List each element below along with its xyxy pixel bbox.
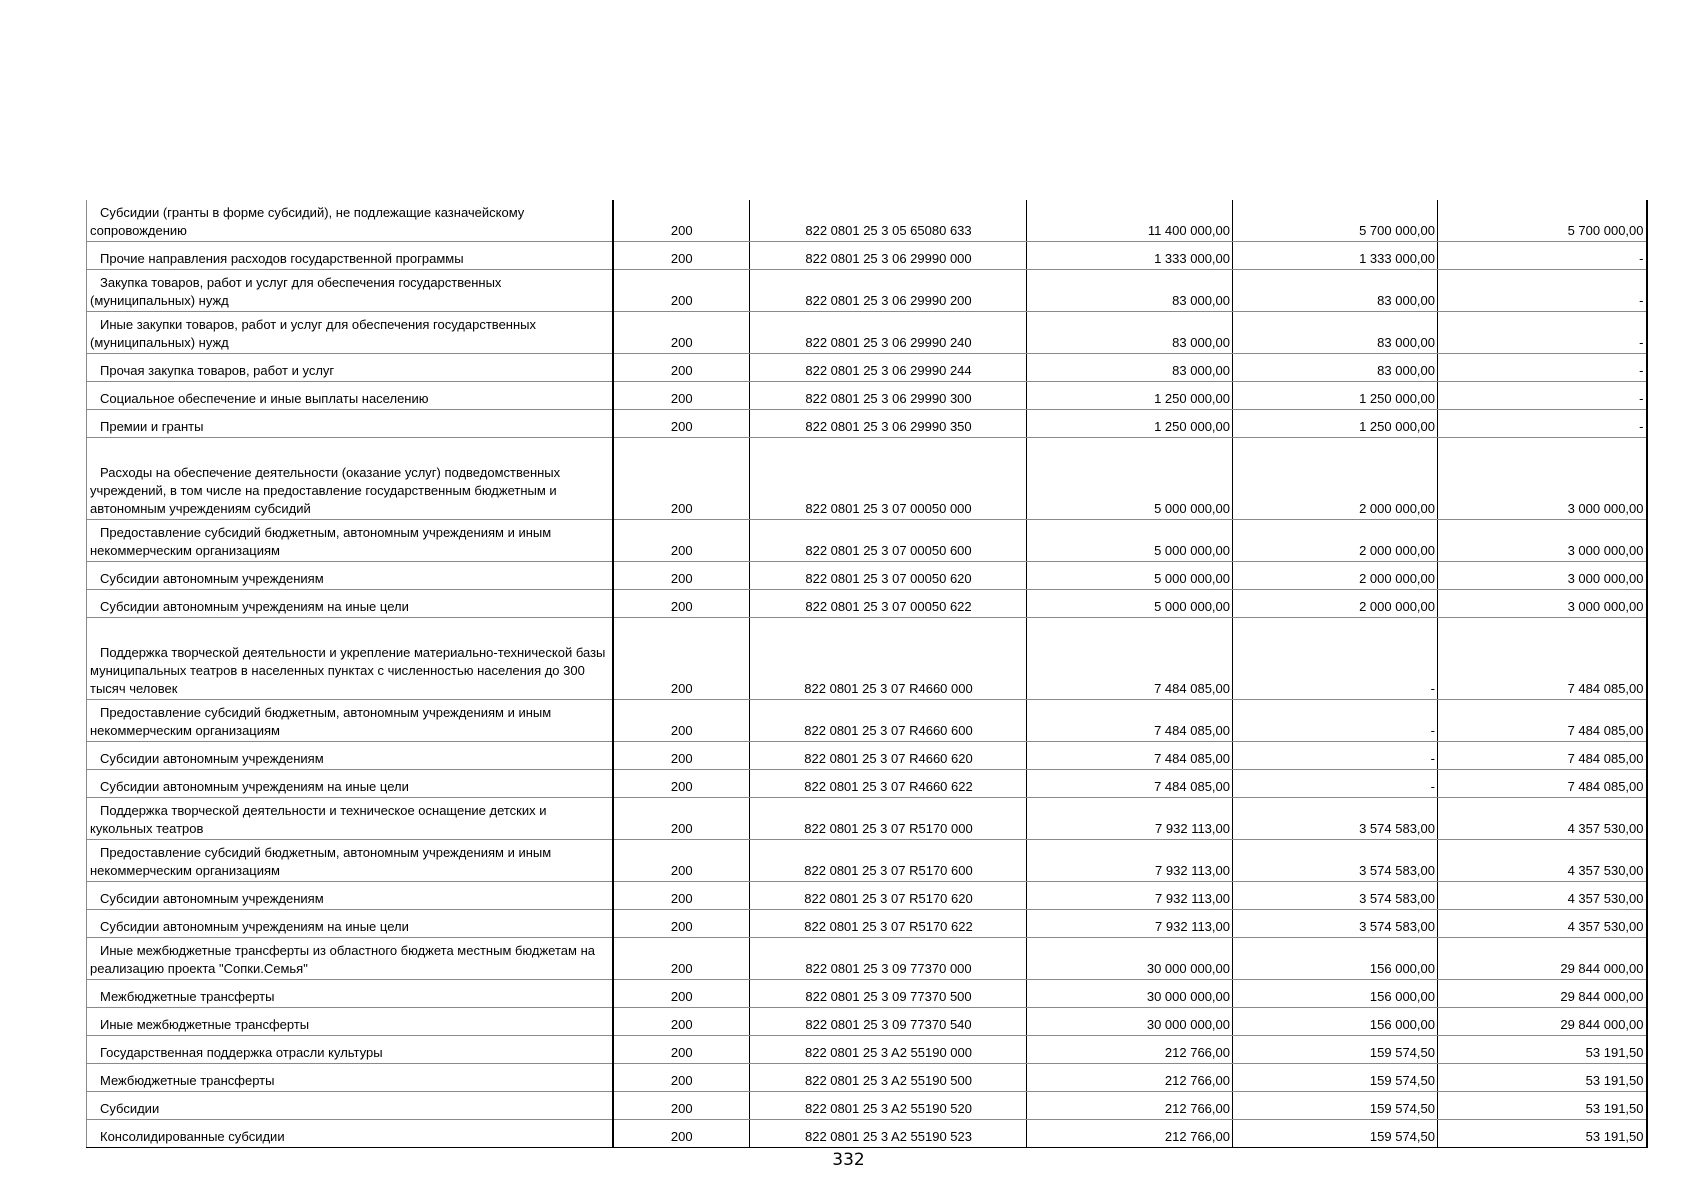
row-name-cell: Иные межбюджетные трансферты bbox=[87, 1008, 613, 1036]
row-executed-amount-cell: 156 000,00 bbox=[1233, 980, 1438, 1008]
row-approved-amount-cell: 7 932 113,00 bbox=[1027, 882, 1233, 910]
row-line-code-cell: 200 bbox=[613, 840, 750, 882]
row-executed-amount-cell: 5 700 000,00 bbox=[1233, 200, 1438, 242]
table-row bbox=[87, 410, 1647, 438]
row-line-code-cell: 200 bbox=[613, 882, 750, 910]
row-budget-code-cell: 822 0801 25 3 07 00050 620 bbox=[750, 562, 1027, 590]
row-executed-amount-cell: 3 574 583,00 bbox=[1233, 798, 1438, 840]
table-row bbox=[87, 910, 1647, 938]
row-unexecuted-amount-cell: 5 700 000,00 bbox=[1438, 200, 1647, 242]
table-row bbox=[87, 882, 1647, 910]
row-name-cell: Иные межбюджетные трансферты из областного бюджета местным бюджетам на реализацию проекта "Сопки.Семья" bbox=[87, 938, 613, 980]
table-row bbox=[87, 200, 1647, 242]
row-unexecuted-amount-cell: 3 000 000,00 bbox=[1438, 562, 1647, 590]
row-line-code-cell: 200 bbox=[613, 438, 750, 520]
table-row bbox=[87, 1120, 1647, 1148]
row-approved-amount-cell: 5 000 000,00 bbox=[1027, 438, 1233, 520]
row-budget-code-cell: 822 0801 25 3 07 R5170 000 bbox=[750, 798, 1027, 840]
row-line-code-cell: 200 bbox=[613, 270, 750, 312]
row-unexecuted-amount-cell: 3 000 000,00 bbox=[1438, 590, 1647, 618]
row-budget-code-cell: 822 0801 25 3 07 00050 600 bbox=[750, 520, 1027, 562]
row-executed-amount-cell: 2 000 000,00 bbox=[1233, 562, 1438, 590]
row-executed-amount-cell: 3 574 583,00 bbox=[1233, 882, 1438, 910]
row-line-code-cell: 200 bbox=[613, 242, 750, 270]
row-executed-amount-cell: - bbox=[1233, 770, 1438, 798]
row-name-cell: Межбюджетные трансферты bbox=[87, 980, 613, 1008]
table-row bbox=[87, 312, 1647, 354]
table-row bbox=[87, 798, 1647, 840]
row-line-code-cell: 200 bbox=[613, 562, 750, 590]
row-approved-amount-cell: 7 484 085,00 bbox=[1027, 742, 1233, 770]
row-approved-amount-cell: 83 000,00 bbox=[1027, 354, 1233, 382]
row-approved-amount-cell: 212 766,00 bbox=[1027, 1064, 1233, 1092]
row-name-cell: Субсидии автономным учреждениям bbox=[87, 742, 613, 770]
row-approved-amount-cell: 11 400 000,00 bbox=[1027, 200, 1233, 242]
row-budget-code-cell: 822 0801 25 3 07 00050 000 bbox=[750, 438, 1027, 520]
row-name-cell: Социальное обеспечение и иные выплаты населению bbox=[87, 382, 613, 410]
row-approved-amount-cell: 7 932 113,00 bbox=[1027, 798, 1233, 840]
row-unexecuted-amount-cell: 53 191,50 bbox=[1438, 1120, 1647, 1148]
row-unexecuted-amount-cell: 7 484 085,00 bbox=[1438, 742, 1647, 770]
row-name-cell: Прочая закупка товаров, работ и услуг bbox=[87, 354, 613, 382]
table-row bbox=[87, 562, 1647, 590]
row-executed-amount-cell: 3 574 583,00 bbox=[1233, 840, 1438, 882]
row-unexecuted-amount-cell: - bbox=[1438, 410, 1647, 438]
row-name-cell: Иные закупки товаров, работ и услуг для обеспечения государственных (муниципальных) нужд bbox=[87, 312, 613, 354]
row-executed-amount-cell: - bbox=[1233, 742, 1438, 770]
table-row bbox=[87, 270, 1647, 312]
row-approved-amount-cell: 5 000 000,00 bbox=[1027, 520, 1233, 562]
row-executed-amount-cell: 2 000 000,00 bbox=[1233, 590, 1438, 618]
row-budget-code-cell: 822 0801 25 3 07 R5170 620 bbox=[750, 882, 1027, 910]
row-unexecuted-amount-cell: - bbox=[1438, 354, 1647, 382]
row-budget-code-cell: 822 0801 25 3 06 29990 240 bbox=[750, 312, 1027, 354]
row-unexecuted-amount-cell: 29 844 000,00 bbox=[1438, 1008, 1647, 1036]
row-name-cell: Субсидии автономным учреждениям на иные цели bbox=[87, 590, 613, 618]
row-line-code-cell: 200 bbox=[613, 200, 750, 242]
row-budget-code-cell: 822 0801 25 3 06 29990 200 bbox=[750, 270, 1027, 312]
table-row bbox=[87, 1036, 1647, 1064]
row-line-code-cell: 200 bbox=[613, 910, 750, 938]
row-line-code-cell: 200 bbox=[613, 618, 750, 700]
row-name-cell: Закупка товаров, работ и услуг для обеспечения государственных (муниципальных) нужд bbox=[87, 270, 613, 312]
row-executed-amount-cell: 1 333 000,00 bbox=[1233, 242, 1438, 270]
row-budget-code-cell: 822 0801 25 3 07 R4660 622 bbox=[750, 770, 1027, 798]
table-row bbox=[87, 590, 1647, 618]
page-number: 332 bbox=[832, 1150, 865, 1170]
row-budget-code-cell: 822 0801 25 3 07 R5170 622 bbox=[750, 910, 1027, 938]
budget-execution-table bbox=[86, 200, 1648, 1148]
row-approved-amount-cell: 212 766,00 bbox=[1027, 1120, 1233, 1148]
row-line-code-cell: 200 bbox=[613, 382, 750, 410]
row-unexecuted-amount-cell: - bbox=[1438, 382, 1647, 410]
row-unexecuted-amount-cell: 3 000 000,00 bbox=[1438, 438, 1647, 520]
row-line-code-cell: 200 bbox=[613, 1064, 750, 1092]
row-executed-amount-cell: 159 574,50 bbox=[1233, 1120, 1438, 1148]
row-line-code-cell: 200 bbox=[613, 980, 750, 1008]
row-budget-code-cell: 822 0801 25 3 09 77370 000 bbox=[750, 938, 1027, 980]
row-line-code-cell: 200 bbox=[613, 798, 750, 840]
row-budget-code-cell: 822 0801 25 3 06 29990 300 bbox=[750, 382, 1027, 410]
row-executed-amount-cell: 3 574 583,00 bbox=[1233, 910, 1438, 938]
row-name-cell: Субсидии автономным учреждениям bbox=[87, 562, 613, 590]
row-budget-code-cell: 822 0801 25 3 07 R4660 600 bbox=[750, 700, 1027, 742]
row-unexecuted-amount-cell: - bbox=[1438, 242, 1647, 270]
row-unexecuted-amount-cell: - bbox=[1438, 270, 1647, 312]
row-executed-amount-cell: 83 000,00 bbox=[1233, 354, 1438, 382]
row-executed-amount-cell: 2 000 000,00 bbox=[1233, 520, 1438, 562]
row-approved-amount-cell: 7 484 085,00 bbox=[1027, 618, 1233, 700]
row-name-cell: Предоставление субсидий бюджетным, автономным учреждениям и иным некоммерческим организациям bbox=[87, 700, 613, 742]
table-row bbox=[87, 770, 1647, 798]
table-row bbox=[87, 840, 1647, 882]
row-unexecuted-amount-cell: 7 484 085,00 bbox=[1438, 770, 1647, 798]
row-executed-amount-cell: 159 574,50 bbox=[1233, 1092, 1438, 1120]
row-unexecuted-amount-cell: 53 191,50 bbox=[1438, 1064, 1647, 1092]
row-budget-code-cell: 822 0801 25 3 07 R5170 600 bbox=[750, 840, 1027, 882]
row-name-cell: Субсидии (гранты в форме субсидий), не подлежащие казначейскому сопровождению bbox=[87, 200, 613, 242]
row-approved-amount-cell: 1 250 000,00 bbox=[1027, 382, 1233, 410]
row-executed-amount-cell: 83 000,00 bbox=[1233, 312, 1438, 354]
row-executed-amount-cell: 156 000,00 bbox=[1233, 938, 1438, 980]
row-approved-amount-cell: 5 000 000,00 bbox=[1027, 590, 1233, 618]
row-line-code-cell: 200 bbox=[613, 354, 750, 382]
budget-report-sheet bbox=[86, 200, 1646, 1148]
row-approved-amount-cell: 30 000 000,00 bbox=[1027, 938, 1233, 980]
row-approved-amount-cell: 1 333 000,00 bbox=[1027, 242, 1233, 270]
row-approved-amount-cell: 212 766,00 bbox=[1027, 1092, 1233, 1120]
table-row bbox=[87, 938, 1647, 980]
row-name-cell: Предоставление субсидий бюджетным, автономным учреждениям и иным некоммерческим организациям bbox=[87, 840, 613, 882]
row-executed-amount-cell: 83 000,00 bbox=[1233, 270, 1438, 312]
row-name-cell: Премии и гранты bbox=[87, 410, 613, 438]
row-approved-amount-cell: 30 000 000,00 bbox=[1027, 1008, 1233, 1036]
table-row bbox=[87, 1092, 1647, 1120]
table-row bbox=[87, 354, 1647, 382]
row-unexecuted-amount-cell: 4 357 530,00 bbox=[1438, 798, 1647, 840]
row-name-cell: Субсидии автономным учреждениям на иные цели bbox=[87, 770, 613, 798]
row-unexecuted-amount-cell: 4 357 530,00 bbox=[1438, 840, 1647, 882]
table-row bbox=[87, 520, 1647, 562]
row-unexecuted-amount-cell: - bbox=[1438, 312, 1647, 354]
row-budget-code-cell: 822 0801 25 3 06 29990 350 bbox=[750, 410, 1027, 438]
row-unexecuted-amount-cell: 4 357 530,00 bbox=[1438, 910, 1647, 938]
row-unexecuted-amount-cell: 29 844 000,00 bbox=[1438, 938, 1647, 980]
row-approved-amount-cell: 5 000 000,00 bbox=[1027, 562, 1233, 590]
row-line-code-cell: 200 bbox=[613, 590, 750, 618]
row-name-cell: Субсидии автономным учреждениям bbox=[87, 882, 613, 910]
row-line-code-cell: 200 bbox=[613, 410, 750, 438]
row-unexecuted-amount-cell: 53 191,50 bbox=[1438, 1036, 1647, 1064]
row-unexecuted-amount-cell: 7 484 085,00 bbox=[1438, 700, 1647, 742]
table-row bbox=[87, 700, 1647, 742]
row-line-code-cell: 200 bbox=[613, 742, 750, 770]
row-executed-amount-cell: 1 250 000,00 bbox=[1233, 382, 1438, 410]
row-name-cell: Поддержка творческой деятельности и укрепление материально-технической базы муниципальных театров в населенных пунктах с численностью населения до 300 тысяч человек bbox=[87, 618, 613, 700]
row-name-cell: Субсидии bbox=[87, 1092, 613, 1120]
row-line-code-cell: 200 bbox=[613, 1036, 750, 1064]
row-budget-code-cell: 822 0801 25 3 09 77370 500 bbox=[750, 980, 1027, 1008]
row-line-code-cell: 200 bbox=[613, 312, 750, 354]
table-row bbox=[87, 1064, 1647, 1092]
row-line-code-cell: 200 bbox=[613, 1120, 750, 1148]
row-executed-amount-cell: 159 574,50 bbox=[1233, 1064, 1438, 1092]
table-row bbox=[87, 980, 1647, 1008]
row-line-code-cell: 200 bbox=[613, 520, 750, 562]
row-line-code-cell: 200 bbox=[613, 770, 750, 798]
row-budget-code-cell: 822 0801 25 3 07 R4660 000 bbox=[750, 618, 1027, 700]
row-name-cell: Предоставление субсидий бюджетным, автономным учреждениям и иным некоммерческим организациям bbox=[87, 520, 613, 562]
row-approved-amount-cell: 7 932 113,00 bbox=[1027, 910, 1233, 938]
row-name-cell: Поддержка творческой деятельности и техническое оснащение детских и кукольных театров bbox=[87, 798, 613, 840]
row-unexecuted-amount-cell: 29 844 000,00 bbox=[1438, 980, 1647, 1008]
row-budget-code-cell: 822 0801 25 3 05 65080 633 bbox=[750, 200, 1027, 242]
row-line-code-cell: 200 bbox=[613, 938, 750, 980]
row-executed-amount-cell: 159 574,50 bbox=[1233, 1036, 1438, 1064]
row-approved-amount-cell: 7 484 085,00 bbox=[1027, 700, 1233, 742]
row-executed-amount-cell: - bbox=[1233, 700, 1438, 742]
row-unexecuted-amount-cell: 53 191,50 bbox=[1438, 1092, 1647, 1120]
table-row bbox=[87, 382, 1647, 410]
row-unexecuted-amount-cell: 4 357 530,00 bbox=[1438, 882, 1647, 910]
row-budget-code-cell: 822 0801 25 3 07 R4660 620 bbox=[750, 742, 1027, 770]
row-budget-code-cell: 822 0801 25 3 A2 55190 500 bbox=[750, 1064, 1027, 1092]
row-line-code-cell: 200 bbox=[613, 1092, 750, 1120]
row-budget-code-cell: 822 0801 25 3 A2 55190 523 bbox=[750, 1120, 1027, 1148]
row-name-cell: Государственная поддержка отрасли культуры bbox=[87, 1036, 613, 1064]
row-approved-amount-cell: 7 932 113,00 bbox=[1027, 840, 1233, 882]
row-name-cell: Расходы на обеспечение деятельности (оказание услуг) подведомственных учреждений, в том числе на предоставление государственным бюджетным и автономным учреждениям субсидий bbox=[87, 438, 613, 520]
row-budget-code-cell: 822 0801 25 3 06 29990 244 bbox=[750, 354, 1027, 382]
table-row bbox=[87, 1008, 1647, 1036]
table-row bbox=[87, 242, 1647, 270]
row-executed-amount-cell: 156 000,00 bbox=[1233, 1008, 1438, 1036]
row-line-code-cell: 200 bbox=[613, 700, 750, 742]
row-budget-code-cell: 822 0801 25 3 09 77370 540 bbox=[750, 1008, 1027, 1036]
row-approved-amount-cell: 83 000,00 bbox=[1027, 270, 1233, 312]
row-approved-amount-cell: 1 250 000,00 bbox=[1027, 410, 1233, 438]
row-name-cell: Прочие направления расходов государственной программы bbox=[87, 242, 613, 270]
table-row bbox=[87, 438, 1647, 520]
row-name-cell: Межбюджетные трансферты bbox=[87, 1064, 613, 1092]
row-unexecuted-amount-cell: 3 000 000,00 bbox=[1438, 520, 1647, 562]
row-executed-amount-cell: 2 000 000,00 bbox=[1233, 438, 1438, 520]
row-approved-amount-cell: 83 000,00 bbox=[1027, 312, 1233, 354]
row-approved-amount-cell: 30 000 000,00 bbox=[1027, 980, 1233, 1008]
row-budget-code-cell: 822 0801 25 3 A2 55190 520 bbox=[750, 1092, 1027, 1120]
row-executed-amount-cell: 1 250 000,00 bbox=[1233, 410, 1438, 438]
table-row bbox=[87, 742, 1647, 770]
row-line-code-cell: 200 bbox=[613, 1008, 750, 1036]
row-budget-code-cell: 822 0801 25 3 A2 55190 000 bbox=[750, 1036, 1027, 1064]
row-name-cell: Консолидированные субсидии bbox=[87, 1120, 613, 1148]
row-approved-amount-cell: 7 484 085,00 bbox=[1027, 770, 1233, 798]
row-executed-amount-cell: - bbox=[1233, 618, 1438, 700]
row-name-cell: Субсидии автономным учреждениям на иные цели bbox=[87, 910, 613, 938]
row-unexecuted-amount-cell: 7 484 085,00 bbox=[1438, 618, 1647, 700]
row-approved-amount-cell: 212 766,00 bbox=[1027, 1036, 1233, 1064]
row-budget-code-cell: 822 0801 25 3 07 00050 622 bbox=[750, 590, 1027, 618]
table-row bbox=[87, 618, 1647, 700]
row-budget-code-cell: 822 0801 25 3 06 29990 000 bbox=[750, 242, 1027, 270]
